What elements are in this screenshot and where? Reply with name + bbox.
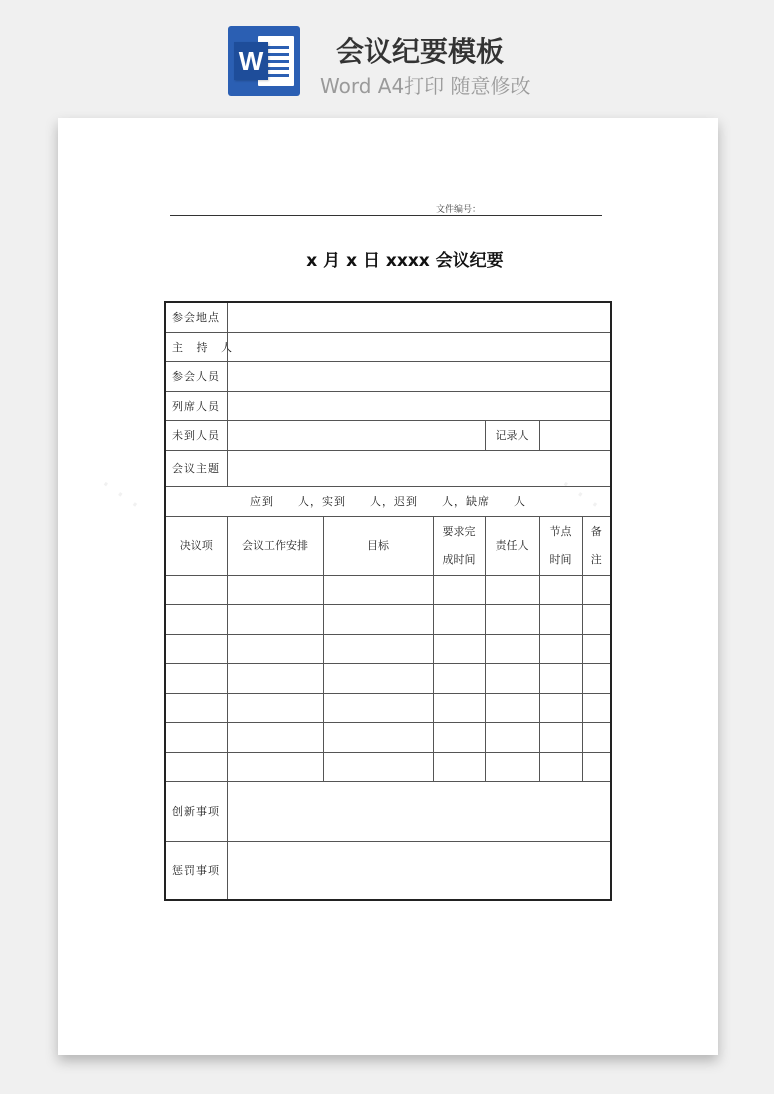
meeting-minutes-table (164, 301, 612, 901)
table-row (165, 420, 611, 450)
table-row (165, 663, 611, 693)
attendance-summary: 应到 人，实到 人，迟到 人，缺席 人 (165, 486, 611, 516)
absent-label: 未到人员 (165, 420, 227, 450)
table-row (165, 391, 611, 420)
table-row (165, 302, 611, 332)
doc-number-label: 文件编号： (436, 205, 482, 215)
topic-label: 会议主题 (165, 450, 227, 486)
word-letter: W (234, 42, 268, 80)
topic-field[interactable] (227, 450, 611, 486)
table-row (165, 361, 611, 391)
template-subtitle: Word A4打印 随意修改 (320, 74, 531, 98)
table-row (165, 604, 611, 634)
template-title: 会议纪要模板 (335, 35, 504, 68)
col-item: 决议项 (165, 516, 227, 575)
table-row (165, 450, 611, 486)
absent-field[interactable] (227, 420, 485, 450)
innovation-label: 创新事项 (165, 781, 227, 841)
table-row (165, 752, 611, 781)
reward-field[interactable] (227, 841, 611, 900)
page-header (0, 0, 774, 110)
table-row (165, 486, 611, 516)
location-label: 参会地点 (165, 302, 227, 332)
table-row (165, 781, 611, 841)
table-row (165, 693, 611, 722)
table-row (165, 575, 611, 604)
attendees-field[interactable] (227, 361, 611, 391)
observers-field[interactable] (227, 391, 611, 420)
document-page (58, 118, 718, 1055)
document-title: x 月 x 日 xxxx 会议纪要 (306, 251, 504, 271)
table-row (165, 841, 611, 900)
table-row (165, 722, 611, 752)
col-node-time: 节点 时间 (539, 516, 582, 575)
word-logo-icon (228, 26, 300, 96)
watermark: · · · (92, 468, 148, 521)
innovation-field[interactable] (227, 781, 611, 841)
header-rule (170, 215, 602, 216)
recorder-label: 记录人 (485, 420, 539, 450)
col-owner: 责任人 (485, 516, 539, 575)
col-deadline: 要求完 成时间 (433, 516, 485, 575)
host-field[interactable] (227, 332, 611, 361)
location-field[interactable] (227, 302, 611, 332)
col-arrangement: 会议工作安排 (227, 516, 323, 575)
table-row (165, 332, 611, 361)
recorder-field[interactable] (539, 420, 611, 450)
col-remark: 备 注 (582, 516, 611, 575)
reward-label: 惩罚事项 (165, 841, 227, 900)
column-header-row (165, 516, 611, 575)
host-label: 主 持 人 (165, 332, 227, 361)
col-goal: 目标 (323, 516, 433, 575)
attendees-label: 参会人员 (165, 361, 227, 391)
observers-label: 列席人员 (165, 391, 227, 420)
table-row (165, 634, 611, 663)
watermark: · · · (552, 468, 608, 521)
